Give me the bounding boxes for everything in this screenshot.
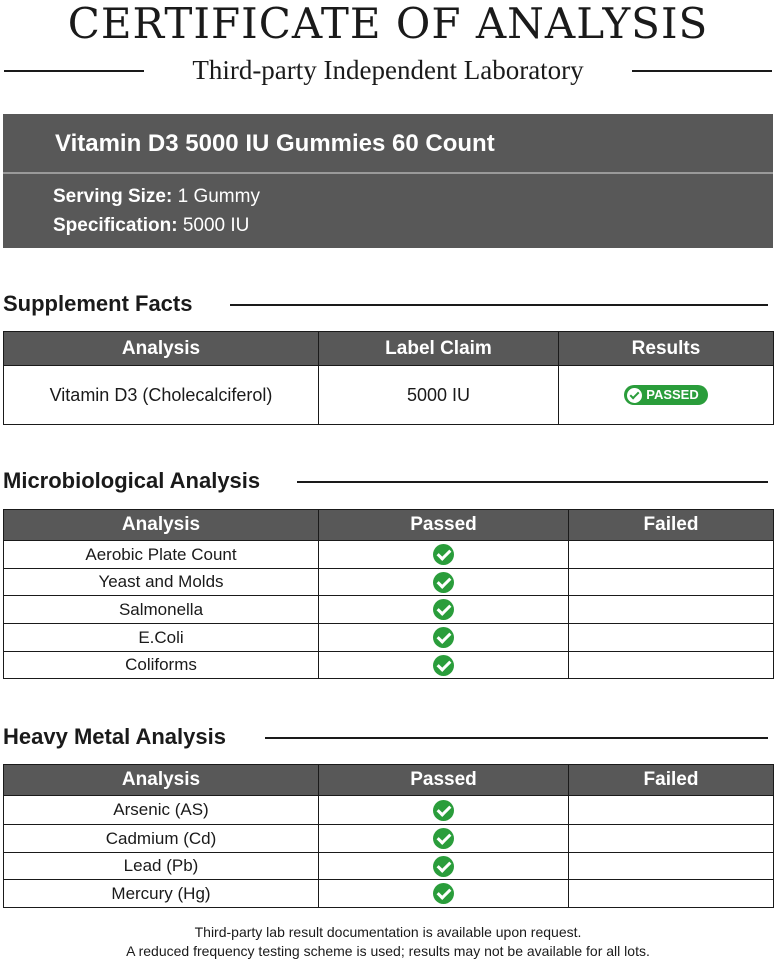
check-circle-icon [433, 655, 454, 676]
specification-value: 5000 IU [182, 215, 250, 236]
column-header: Label Claim [319, 332, 559, 366]
passed-cell [319, 596, 569, 624]
heavy-metal-rule [265, 737, 768, 739]
column-header: Results [559, 332, 774, 366]
table-row [4, 652, 774, 679]
analysis-cell: Coliforms [4, 652, 319, 679]
subtitle-row [0, 50, 776, 90]
table-row [4, 366, 774, 425]
heavy-metal-table [3, 764, 774, 908]
check-circle-icon [433, 572, 454, 593]
microbiological-header-row [4, 510, 774, 541]
table-row [4, 541, 774, 569]
passed-cell [319, 825, 569, 853]
product-divider [3, 172, 773, 174]
column-header: Analysis [4, 510, 319, 541]
serving-size-line [53, 184, 260, 210]
column-header: Passed [319, 510, 569, 541]
table-row [4, 624, 774, 652]
passed-cell [319, 880, 569, 908]
subtitle-rule-right [632, 70, 772, 72]
column-header: Analysis [4, 765, 319, 796]
passed-badge [624, 385, 708, 405]
table-row [4, 796, 774, 825]
analysis-cell: Aerobic Plate Count [4, 541, 319, 569]
passed-cell [319, 796, 569, 825]
column-header: Failed [569, 765, 774, 796]
column-header: Passed [319, 765, 569, 796]
column-header: Analysis [4, 332, 319, 366]
passed-badge-label: PASSED [646, 387, 699, 403]
check-circle-icon [433, 800, 454, 821]
supplement-facts-table [3, 331, 774, 425]
failed-cell [569, 853, 774, 880]
failed-cell [569, 825, 774, 853]
label-claim-cell: 5000 IU [319, 366, 559, 425]
failed-cell [569, 596, 774, 624]
check-circle-icon [433, 883, 454, 904]
specification-label: Specification: [53, 215, 178, 236]
table-row [4, 596, 774, 624]
failed-cell [569, 569, 774, 596]
analysis-cell: Arsenic (AS) [4, 796, 319, 825]
table-row [4, 853, 774, 880]
microbiological-rule [297, 481, 768, 483]
passed-cell [319, 541, 569, 569]
check-circle-icon [433, 599, 454, 620]
heavy-metal-heading: Heavy Metal Analysis [3, 724, 226, 749]
check-circle-icon [433, 544, 454, 565]
column-header: Failed [569, 510, 774, 541]
analysis-cell: E.Coli [4, 624, 319, 652]
analysis-cell: Vitamin D3 (Cholecalciferol) [4, 366, 319, 425]
result-cell [559, 366, 774, 425]
product-name: Vitamin D3 5000 IU Gummies 60 Count [55, 130, 495, 157]
serving-size-label: Serving Size: [53, 186, 173, 207]
passed-cell [319, 624, 569, 652]
table-row [4, 880, 774, 908]
footer-note-1: Third-party lab result documentation is available upon request. [194, 924, 582, 940]
failed-cell [569, 541, 774, 569]
supplement-facts-rule [230, 304, 768, 306]
subtitle-rule-left [4, 70, 144, 72]
check-circle-icon [433, 828, 454, 849]
table-row [4, 825, 774, 853]
supplement-facts-header-row [4, 332, 774, 366]
passed-cell [319, 652, 569, 679]
check-circle-icon [433, 627, 454, 648]
failed-cell [569, 796, 774, 825]
supplement-facts-heading: Supplement Facts [3, 291, 193, 316]
passed-cell [319, 853, 569, 880]
heavy-metal-header-row [4, 765, 774, 796]
analysis-cell: Lead (Pb) [4, 853, 319, 880]
check-circle-icon [433, 856, 454, 877]
serving-size-value: 1 Gummy [177, 186, 260, 207]
certificate-subtitle: Third-party Independent Laboratory [192, 55, 584, 85]
microbiological-table [3, 509, 774, 679]
certificate-title: CERTIFICATE OF ANALYSIS [67, 0, 709, 48]
specification-line [53, 213, 249, 239]
footer-note-2: A reduced frequency testing scheme is used; results may not be available for all lots. [126, 943, 650, 959]
check-circle-icon [627, 388, 642, 403]
product-info-box [3, 114, 773, 248]
failed-cell [569, 652, 774, 679]
failed-cell [569, 880, 774, 908]
analysis-cell: Mercury (Hg) [4, 880, 319, 908]
microbiological-heading: Microbiological Analysis [3, 468, 261, 493]
failed-cell [569, 624, 774, 652]
table-row [4, 569, 774, 596]
analysis-cell: Yeast and Molds [4, 569, 319, 596]
passed-cell [319, 569, 569, 596]
analysis-cell: Cadmium (Cd) [4, 825, 319, 853]
analysis-cell: Salmonella [4, 596, 319, 624]
